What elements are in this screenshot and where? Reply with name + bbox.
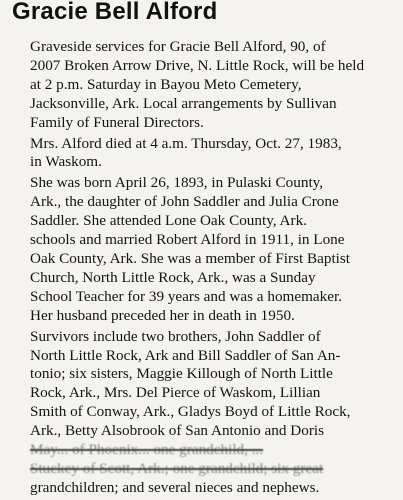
paragraph-survivors — [12, 328, 390, 498]
text-line: Church, North Little Rock, Ark., was a Sunday — [30, 268, 316, 286]
text-line: Mrs. Alford died at 4 a.m. Thursday, Oct. 27, 1983, — [30, 134, 342, 152]
text-line: schools and married Robert Alford in 1911, in Lone — [30, 231, 345, 249]
text-line: Jacksonville, Ark. Local arrangements by Sullivan — [30, 94, 337, 112]
text-line: 2007 Broken Arrow Drive, N. Little Rock, will be held — [30, 56, 365, 74]
text-line: tonio; six sisters, Maggie Killough of North Little — [30, 365, 333, 383]
text-line: Oak County, Ark. She was a member of First Baptist — [30, 249, 351, 267]
text-line: grandchildren; and several nieces and nephews. — [30, 478, 320, 496]
damaged-text-line: May... of Phoenix... one grandchild, ... — [30, 441, 264, 459]
text-line: Saddler. She attended Lone Oak County, Ark. — [30, 212, 307, 230]
text-line: Survivors include two brothers, John Saddler of — [30, 327, 321, 345]
text-line: She was born April 26, 1893, in Pulaski County, — [30, 174, 324, 192]
paragraph-death — [12, 135, 390, 173]
paragraph-life — [12, 174, 390, 325]
text-line: in Waskom. — [30, 153, 102, 171]
text-line: Family of Funeral Directors. — [30, 113, 204, 131]
obituary-headline: Gracie Bell Alford — [12, 0, 218, 25]
text-line: North Little Rock, Ark and Bill Saddler of San An- — [30, 346, 341, 364]
text-line: Ark., Betty Alsobrook of San Antonio and Doris — [30, 422, 325, 440]
obituary-body — [12, 38, 390, 500]
paragraph-services — [12, 38, 390, 133]
text-line: School Teacher for 39 years and was a homemaker. — [30, 287, 342, 305]
text-line: Smith of Conway, Ark., Gladys Boyd of Little Rock, — [30, 403, 351, 421]
text-line: Rock, Ark., Mrs. Del Pierce of Waskom, Lillian — [30, 384, 321, 402]
text-line: Graveside services for Gracie Bell Alford, 90, of — [30, 38, 326, 55]
damaged-text-line: Stuckey of Scott, Ark.; one grandchild; six great — [30, 459, 324, 477]
text-line: Ark., the daughter of John Saddler and Julia Crone — [30, 193, 339, 211]
text-line: Her husband preceded her in death in 1950. — [30, 306, 295, 324]
text-line: at 2 p.m. Saturday in Bayou Meto Cemetery, — [30, 75, 302, 93]
